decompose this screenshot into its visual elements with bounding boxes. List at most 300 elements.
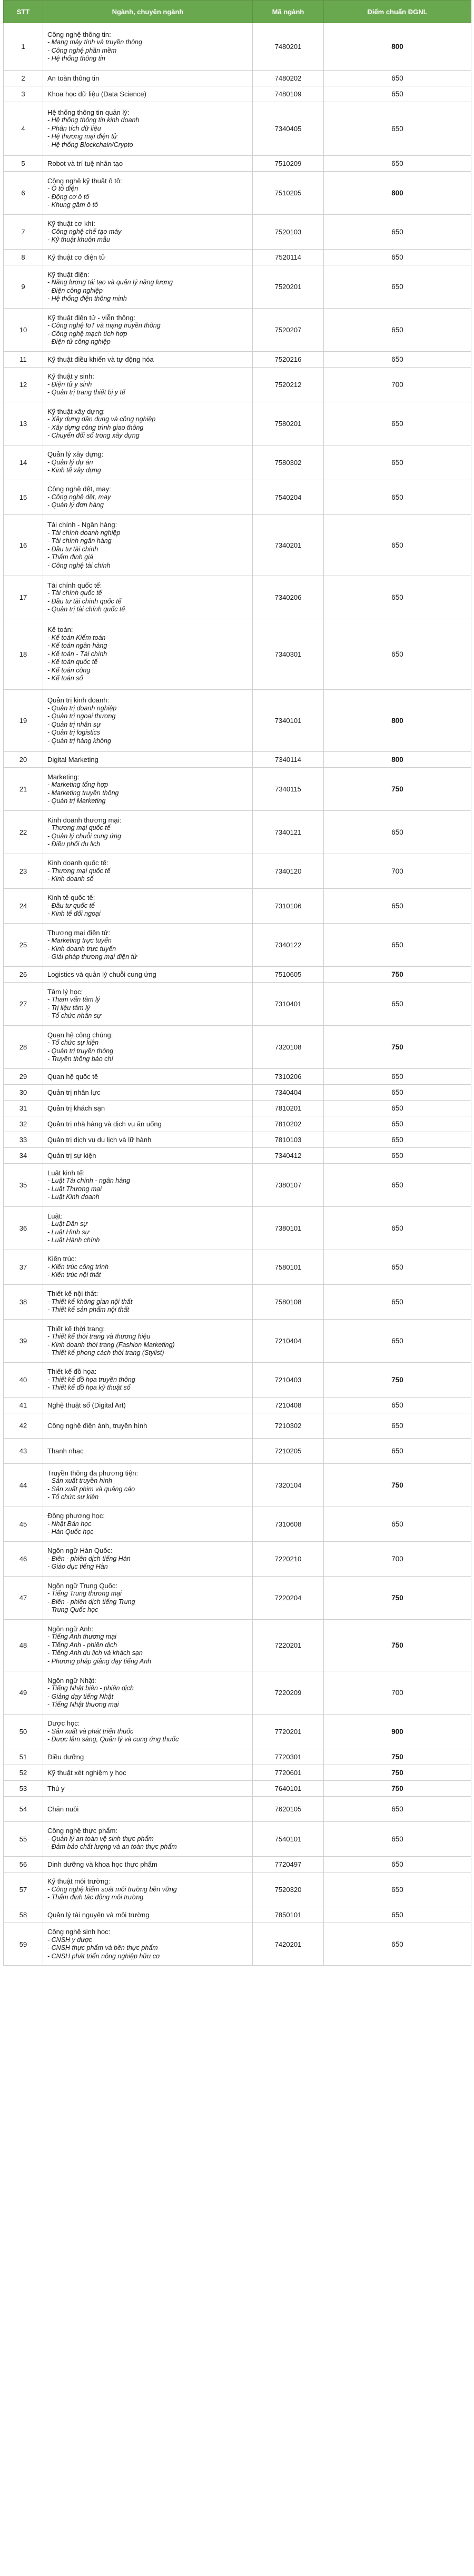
major-title: Hệ thống thông tin quản lý: <box>47 108 130 116</box>
row-stt: 18 <box>4 619 43 690</box>
row-stt: 27 <box>4 983 43 1026</box>
row-code: 7210302 <box>253 1413 324 1439</box>
major-title: Truyền thông đa phương tiện: <box>47 1469 139 1477</box>
row-code: 7520207 <box>253 309 324 352</box>
specialization-item: - Quản trị doanh nghiệp <box>47 704 117 712</box>
row-score: 650 <box>324 576 471 619</box>
row-major <box>43 1250 253 1285</box>
row-major <box>43 1207 253 1250</box>
specialization-item: - Sản xuất phim và quảng cáo <box>47 1485 135 1493</box>
row-major <box>43 1069 253 1085</box>
row-major <box>43 924 253 967</box>
row-stt: 3 <box>4 86 43 102</box>
specialization-item: - Luật Hình sự <box>47 1228 90 1236</box>
table-row <box>4 1069 471 1085</box>
table-row <box>4 768 471 811</box>
specialization-item: - Kế toán công <box>47 666 91 674</box>
row-score: 650 <box>324 1923 471 1966</box>
table-row <box>4 889 471 924</box>
specialization-item: - Luật Hành chính <box>47 1236 100 1244</box>
specialization-item: - Giáo dục tiếng Hàn <box>47 1563 108 1571</box>
specialization-item: - Công nghệ chế tạo máy <box>47 227 122 235</box>
row-score: 750 <box>324 768 471 811</box>
row-score: 650 <box>324 1857 471 1872</box>
row-code: 7520103 <box>253 215 324 250</box>
row-stt: 36 <box>4 1207 43 1250</box>
row-stt: 5 <box>4 156 43 172</box>
row-score: 650 <box>324 1069 471 1085</box>
specialization-item: - Quản trị logistics <box>47 729 101 736</box>
row-stt: 10 <box>4 309 43 352</box>
major-title: Công nghệ thông tin: <box>47 30 111 38</box>
row-major <box>43 1907 253 1923</box>
row-code: 7320108 <box>253 1026 324 1069</box>
row-major <box>43 811 253 854</box>
major-title: Quản trị kinh doanh: <box>47 696 110 704</box>
major-title: Kỹ thuật cơ khí: <box>47 220 95 228</box>
row-stt: 46 <box>4 1542 43 1577</box>
table-row <box>4 690 471 752</box>
row-score: 650 <box>324 86 471 102</box>
row-stt: 14 <box>4 445 43 480</box>
row-score: 750 <box>324 1577 471 1620</box>
row-score: 650 <box>324 156 471 172</box>
table-row <box>4 1085 471 1101</box>
specialization-item: - Mạng máy tính và truyền thông <box>47 38 142 46</box>
major-title: Thú y <box>47 1784 65 1792</box>
row-code: 7210404 <box>253 1320 324 1363</box>
row-code: 7220204 <box>253 1577 324 1620</box>
row-score: 650 <box>324 402 471 445</box>
row-code: 7520320 <box>253 1872 324 1907</box>
specialization-item: - Quản trị truyền thông <box>47 1047 114 1055</box>
specialization-item: - Thiết kế đồ họa kỹ thuật số <box>47 1384 131 1392</box>
table-row <box>4 1715 471 1749</box>
specialization-item: - Quản lý an toàn vệ sinh thực phẩm <box>47 1835 154 1842</box>
specialization-item: - Kinh doanh số <box>47 875 94 883</box>
row-score: 650 <box>324 1413 471 1439</box>
row-code: 7720301 <box>253 1749 324 1765</box>
table-row <box>4 1464 471 1507</box>
table-row <box>4 368 471 402</box>
row-score: 650 <box>324 619 471 690</box>
row-score: 650 <box>324 215 471 250</box>
major-title: Công nghệ kỹ thuật ô tô: <box>47 176 122 185</box>
major-title: Công nghệ sinh học: <box>47 1928 111 1936</box>
specialization-item: - Giảng dạy tiếng Nhật <box>47 1692 114 1700</box>
major-title: Kỹ thuật xét nghiệm y học <box>47 1768 126 1777</box>
row-major <box>43 1320 253 1363</box>
specialization-item: - Năng lượng tái tạo và quản lý năng lượng <box>47 279 173 286</box>
table-row <box>4 1857 471 1872</box>
row-stt: 30 <box>4 1085 43 1101</box>
row-code: 7210205 <box>253 1439 324 1464</box>
specialization-item: - Thẩm định giá <box>47 553 93 561</box>
row-stt: 26 <box>4 967 43 983</box>
specialization-item: - Trung Quốc học <box>47 1606 98 1613</box>
row-score: 800 <box>324 172 471 215</box>
row-code: 7850101 <box>253 1907 324 1923</box>
specialization-item: - Truyền thông báo chí <box>47 1055 113 1063</box>
row-score: 650 <box>324 1907 471 1923</box>
row-stt: 44 <box>4 1464 43 1507</box>
specialization-item: - Động cơ ô tô <box>47 193 90 201</box>
table-row <box>4 352 471 368</box>
row-major <box>43 1822 253 1857</box>
specialization-item: - Giải pháp thương mại điện tử <box>47 953 137 960</box>
row-code: 7580108 <box>253 1285 324 1320</box>
row-stt: 1 <box>4 23 43 71</box>
specialization-item: - Xây dựng công trình giao thông <box>47 423 144 431</box>
specialization-item: - Thương mại quốc tế <box>47 824 111 831</box>
row-code: 7340301 <box>253 619 324 690</box>
major-title: Logistics và quản lý chuỗi cung ứng <box>47 970 156 978</box>
row-score: 650 <box>324 1285 471 1320</box>
row-major <box>43 1749 253 1765</box>
major-title: Kỹ thuật điều khiển và tự động hóa <box>47 355 154 363</box>
row-major <box>43 752 253 768</box>
row-code: 7340405 <box>253 102 324 156</box>
specialization-item: - Thiết kế thời trang và thương hiệu <box>47 1333 151 1340</box>
row-code: 7310608 <box>253 1507 324 1542</box>
row-stt: 28 <box>4 1026 43 1069</box>
row-score: 650 <box>324 1132 471 1148</box>
row-stt: 37 <box>4 1250 43 1285</box>
row-major <box>43 1577 253 1620</box>
row-stt: 53 <box>4 1781 43 1797</box>
row-stt: 50 <box>4 1715 43 1749</box>
row-major <box>43 1923 253 1966</box>
table-row <box>4 1507 471 1542</box>
major-title: Quản trị nhân lực <box>47 1088 101 1096</box>
major-title: Digital Marketing <box>47 755 98 764</box>
row-major <box>43 480 253 515</box>
row-major <box>43 102 253 156</box>
row-stt: 51 <box>4 1749 43 1765</box>
specialization-item: - Tiếng Anh thương mại <box>47 1633 116 1641</box>
specialization-item: - Luật Dân sự <box>47 1220 88 1227</box>
specialization-item: - Điện tử y sinh <box>47 380 92 388</box>
row-major <box>43 172 253 215</box>
specialization-item: - Sản xuất và phát triển thuốc <box>47 1727 134 1735</box>
table-row <box>4 86 471 102</box>
row-major <box>43 576 253 619</box>
major-title: Luật: <box>47 1212 63 1220</box>
row-stt: 8 <box>4 250 43 265</box>
row-major <box>43 768 253 811</box>
major-title: Công nghệ điện ảnh, truyền hình <box>47 1421 147 1430</box>
row-major <box>43 1116 253 1132</box>
row-code: 7220201 <box>253 1620 324 1671</box>
row-code: 7510205 <box>253 172 324 215</box>
header-code: Mã ngành <box>253 1 324 23</box>
row-code: 7520212 <box>253 368 324 402</box>
specialization-item: - Biên - phiên dịch tiếng Trung <box>47 1598 135 1606</box>
row-major <box>43 309 253 352</box>
specialization-item: - Kinh doanh trực tuyến <box>47 945 116 953</box>
specialization-item: - Phương pháp giảng dạy tiếng Anh <box>47 1657 152 1665</box>
major-title: Ngôn ngữ Hàn Quốc: <box>47 1547 113 1555</box>
table-row <box>4 1132 471 1148</box>
row-score: 750 <box>324 1765 471 1781</box>
table-row <box>4 619 471 690</box>
row-major <box>43 967 253 983</box>
specialization-item: - Tài chính quốc tế <box>47 589 102 597</box>
row-score: 700 <box>324 1671 471 1715</box>
row-stt: 7 <box>4 215 43 250</box>
header-score: Điểm chuẩn ĐGNL <box>324 1 471 23</box>
major-title: Dinh dưỡng và khoa học thực phẩm <box>47 1860 157 1868</box>
specialization-item: - Tài chính ngân hàng <box>47 537 112 544</box>
row-stt: 42 <box>4 1413 43 1439</box>
table-row <box>4 983 471 1026</box>
row-code: 7340122 <box>253 924 324 967</box>
table-row <box>4 102 471 156</box>
specialization-item: - Tiếng Nhật biên - phiên dịch <box>47 1685 134 1692</box>
table-row <box>4 445 471 480</box>
row-score: 800 <box>324 690 471 752</box>
row-major <box>43 1620 253 1671</box>
major-title: Thiết kế thời trang: <box>47 1324 105 1333</box>
row-stt: 2 <box>4 71 43 86</box>
table-row <box>4 1872 471 1907</box>
row-code: 7480202 <box>253 71 324 86</box>
table-row <box>4 1542 471 1577</box>
row-stt: 31 <box>4 1101 43 1116</box>
table-row <box>4 265 471 309</box>
major-title: Công nghệ thực phẩm: <box>47 1827 118 1835</box>
specialization-item: - Hệ thống Blockchain/Crypto <box>47 141 133 148</box>
table-row <box>4 854 471 889</box>
major-title: Kỹ thuật điện tử - viễn thông: <box>47 313 135 322</box>
row-stt: 38 <box>4 1285 43 1320</box>
row-major <box>43 23 253 71</box>
specialization-item: - Nhật Bản học <box>47 1520 92 1528</box>
specialization-item: - Thiết kế phong cách thời trang (Stylist) <box>47 1349 164 1356</box>
row-stt: 48 <box>4 1620 43 1671</box>
specialization-item: - Tiếng Anh - phiên dịch <box>47 1641 117 1649</box>
major-title: Quản trị sự kiện <box>47 1151 96 1160</box>
specialization-item: - Kế toán Kiểm toán <box>47 633 106 641</box>
row-code: 7480201 <box>253 23 324 71</box>
table-row <box>4 1439 471 1464</box>
row-major <box>43 402 253 445</box>
row-major <box>43 515 253 576</box>
row-code: 7310401 <box>253 983 324 1026</box>
table-row <box>4 1765 471 1781</box>
table-row <box>4 1285 471 1320</box>
specialization-item: - Quản lý dự án <box>47 458 93 466</box>
specialization-item: - Kinh tế đối ngoại <box>47 910 101 918</box>
row-score: 750 <box>324 1620 471 1671</box>
major-title: Đông phương học: <box>47 1512 105 1520</box>
specialization-item: - Đầu tư quốc tế <box>47 901 95 909</box>
row-major <box>43 445 253 480</box>
specialization-item: - Hệ thống điện thông minh <box>47 295 127 302</box>
specialization-item: - Kế toán số <box>47 675 83 682</box>
row-score: 800 <box>324 752 471 768</box>
specialization-item: - Thiết kế sản phẩm nội thất <box>47 1306 129 1314</box>
row-score: 700 <box>324 1542 471 1577</box>
row-code: 7380107 <box>253 1164 324 1207</box>
table-row <box>4 576 471 619</box>
row-major <box>43 889 253 924</box>
specialization-item: - Marketing tổng hợp <box>47 781 108 788</box>
row-code: 7210403 <box>253 1363 324 1398</box>
row-score: 750 <box>324 1363 471 1398</box>
row-major <box>43 1439 253 1464</box>
major-title: Ngôn ngữ Nhật: <box>47 1676 96 1685</box>
table-row <box>4 1620 471 1671</box>
major-title: Kinh tế quốc tế: <box>47 894 95 902</box>
specialization-item: - Quản trị trang thiết bị y tế <box>47 389 125 397</box>
row-code: 7310206 <box>253 1069 324 1085</box>
table-row <box>4 1250 471 1285</box>
row-code: 7810202 <box>253 1116 324 1132</box>
row-code: 7340114 <box>253 752 324 768</box>
specialization-item: - Hàn Quốc học <box>47 1528 94 1536</box>
specialization-item: - Kỹ thuật khuôn mẫu <box>47 236 110 244</box>
header-major: Ngành, chuyên ngành <box>43 1 253 23</box>
specialization-item: - Kiến trúc nội thất <box>47 1271 101 1279</box>
row-code: 7810103 <box>253 1132 324 1148</box>
row-stt: 6 <box>4 172 43 215</box>
major-title: Kế toán: <box>47 626 73 634</box>
specialization-item: - Khung gầm ô tô <box>47 201 98 209</box>
specialization-item: - Công nghệ dệt, may <box>47 493 111 501</box>
header-stt: STT <box>4 1 43 23</box>
row-score: 750 <box>324 1781 471 1797</box>
row-code: 7340120 <box>253 854 324 889</box>
row-score: 700 <box>324 368 471 402</box>
specialization-item: - Quản trị ngoại thương <box>47 712 116 720</box>
row-stt: 32 <box>4 1116 43 1132</box>
major-title: Kỹ thuật điện: <box>47 270 90 279</box>
specialization-item: - Tiếng Anh du lịch và khách sạn <box>47 1649 143 1657</box>
row-major <box>43 215 253 250</box>
row-code: 7720497 <box>253 1857 324 1872</box>
row-score: 650 <box>324 1148 471 1164</box>
major-title: Dược học: <box>47 1719 80 1728</box>
specialization-item: - Phân tích dữ liệu <box>47 124 101 132</box>
major-title: Tâm lý học: <box>47 987 83 996</box>
row-stt: 4 <box>4 102 43 156</box>
major-title: Thanh nhạc <box>47 1446 84 1455</box>
row-stt: 9 <box>4 265 43 309</box>
major-title: Quản lý xây dựng: <box>47 450 104 459</box>
specialization-item: - Tiếng Trung thương mại <box>47 1590 122 1597</box>
major-title: Khoa học dữ liệu (Data Science) <box>47 90 146 98</box>
specialization-item: - CNSH y dược <box>47 1936 92 1944</box>
row-score: 650 <box>324 1797 471 1822</box>
row-score: 650 <box>324 1164 471 1207</box>
row-score: 650 <box>324 811 471 854</box>
row-score: 650 <box>324 1507 471 1542</box>
row-major <box>43 1715 253 1749</box>
row-score: 700 <box>324 854 471 889</box>
row-stt: 24 <box>4 889 43 924</box>
table-row <box>4 967 471 983</box>
table-header-row <box>4 1 471 23</box>
row-major <box>43 690 253 752</box>
row-score: 750 <box>324 1464 471 1507</box>
specialization-item: - Tổ chức sự kiện <box>47 1493 99 1501</box>
row-code: 7380101 <box>253 1207 324 1250</box>
specialization-item: - Quản trị tài chính quốc tế <box>47 606 125 613</box>
row-major <box>43 1542 253 1577</box>
specialization-item: - Hệ thống thông tin <box>47 55 105 62</box>
row-stt: 23 <box>4 854 43 889</box>
row-major <box>43 86 253 102</box>
row-major <box>43 250 253 265</box>
row-score: 650 <box>324 265 471 309</box>
specialization-item: - Đầu tư tài chính <box>47 545 98 553</box>
row-stt: 22 <box>4 811 43 854</box>
table-row <box>4 1413 471 1439</box>
specialization-item: - CNSH phát triển nông nghiệp hữu cơ <box>47 1952 160 1960</box>
admission-scores-table <box>3 0 471 1966</box>
major-title: Thiết kế nội thất: <box>47 1290 98 1298</box>
row-code: 7810201 <box>253 1101 324 1116</box>
specialization-item: - Kế toán quốc tế <box>47 658 98 666</box>
specialization-item: - Điện công nghiệp <box>47 286 103 294</box>
table-row <box>4 1320 471 1363</box>
table-row <box>4 1749 471 1765</box>
table-row <box>4 924 471 967</box>
row-score: 650 <box>324 1250 471 1285</box>
specialization-item: - CNSH thực phẩm và bền thực phẩm <box>47 1944 158 1951</box>
specialization-item: - Quản trị Marketing <box>47 797 106 805</box>
table-row <box>4 1363 471 1398</box>
row-major <box>43 1026 253 1069</box>
row-code: 7520201 <box>253 265 324 309</box>
row-major <box>43 1085 253 1101</box>
major-title: Điều dưỡng <box>47 1752 84 1761</box>
row-score: 650 <box>324 445 471 480</box>
specialization-item: - Tài chính doanh nghiệp <box>47 529 121 537</box>
specialization-item: - Đầu tư tài chính quốc tế <box>47 597 122 605</box>
table-row <box>4 250 471 265</box>
row-stt: 13 <box>4 402 43 445</box>
row-code: 7210408 <box>253 1398 324 1413</box>
row-score: 750 <box>324 1026 471 1069</box>
row-score: 650 <box>324 924 471 967</box>
specialization-item: - Luật Kinh doanh <box>47 1193 100 1201</box>
row-score: 650 <box>324 71 471 86</box>
specialization-item: - Điều phối du lịch <box>47 840 101 848</box>
table-row <box>4 515 471 576</box>
row-score: 650 <box>324 102 471 156</box>
table-row <box>4 402 471 445</box>
row-major <box>43 1164 253 1207</box>
row-stt: 47 <box>4 1577 43 1620</box>
table-row <box>4 1671 471 1715</box>
specialization-item: - Công nghệ tài chính <box>47 561 111 569</box>
row-code: 7220209 <box>253 1671 324 1715</box>
row-score: 650 <box>324 1116 471 1132</box>
row-major <box>43 983 253 1026</box>
major-title: Luật kinh tế: <box>47 1168 85 1177</box>
specialization-item: - Quản lý đơn hàng <box>47 501 104 509</box>
specialization-item: - Đảm bảo chất lượng và an toàn thực phẩm <box>47 1843 177 1851</box>
row-major <box>43 1285 253 1320</box>
specialization-item: - Công nghệ phần mềm <box>47 46 117 54</box>
table-row <box>4 811 471 854</box>
row-major <box>43 352 253 368</box>
row-code: 7510605 <box>253 967 324 983</box>
specialization-item: - Kinh tế xây dựng <box>47 467 101 474</box>
row-code: 7520216 <box>253 352 324 368</box>
